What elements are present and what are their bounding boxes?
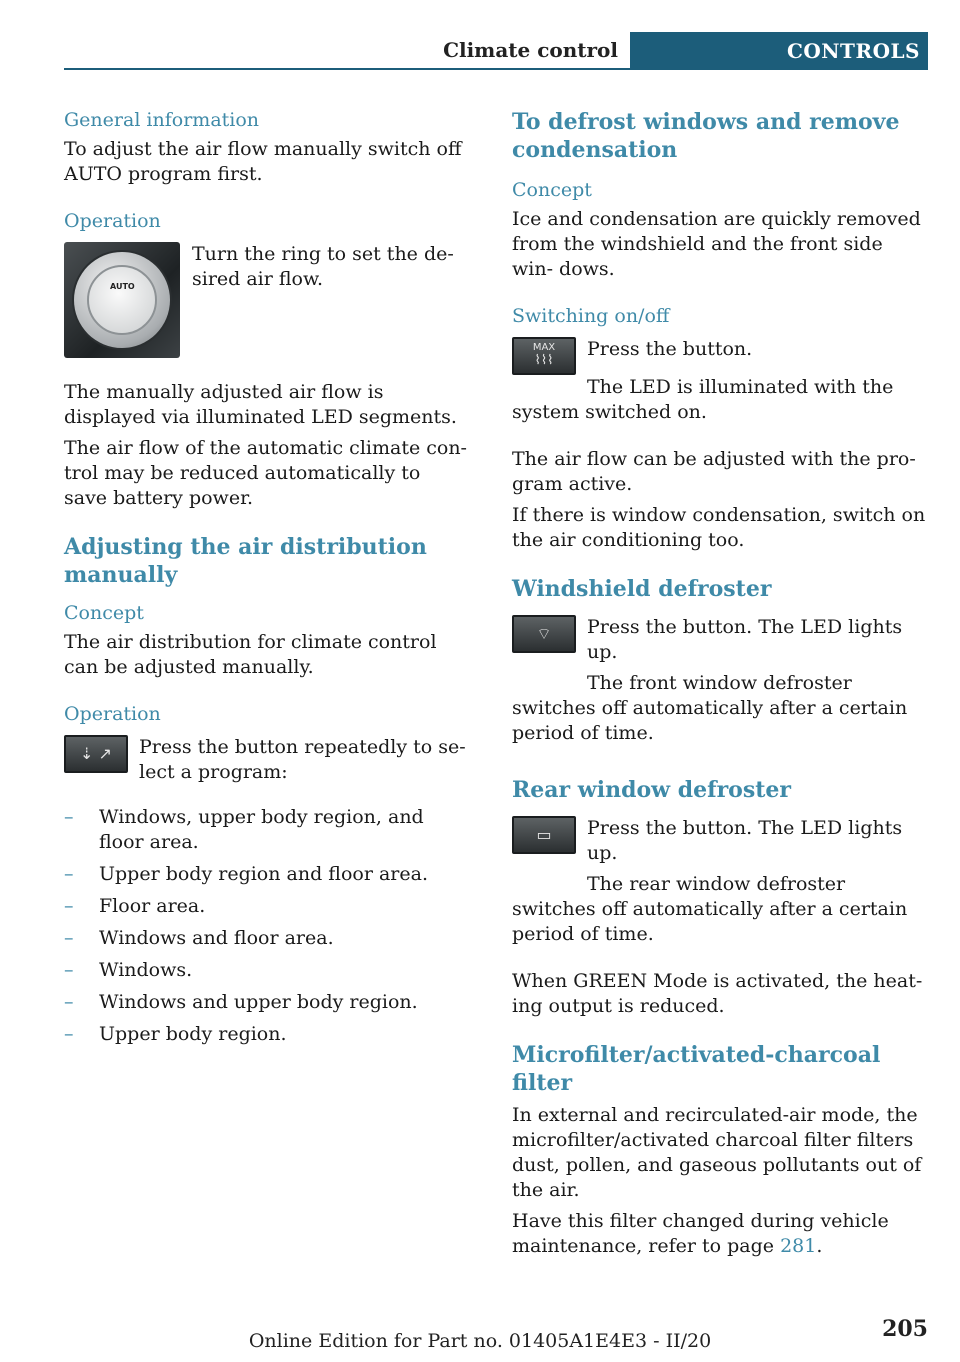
windshield-heading: Windshield defroster: [512, 576, 772, 602]
knob-text: Turn the ring to set the de‐ sired air flow.: [192, 243, 454, 290]
max-defrost-figure: [512, 337, 928, 375]
list-item: – Upper body region.: [64, 1022, 469, 1047]
condensation-text: If there is window condensation, switch on the air conditioning too.: [512, 504, 926, 551]
rear-heading: Rear window defroster: [512, 777, 791, 803]
led-text: The manually adjusted air flow is displayed via illuminated LED segments.: [64, 381, 457, 428]
general-info-text: To adjust the air flow manually switch off AUTO program first.: [64, 138, 462, 185]
switch-text-1: Press the button.: [587, 338, 753, 360]
page-281-link[interactable]: 281: [780, 1235, 817, 1257]
list-item: – Upper body region and floor area.: [64, 862, 469, 887]
maintenance-end: .: [816, 1235, 823, 1257]
rear-figure: [512, 816, 928, 872]
adjust-distribution-heading: Adjusting the air distribution manually: [64, 534, 427, 588]
list-item: – Windows and floor area.: [64, 926, 469, 951]
list-item: – Floor area.: [64, 894, 469, 919]
climate-ring-knob-icon: [64, 242, 180, 358]
windshield-figure: [512, 615, 928, 671]
max-defrost-button-icon: MAX ⌇⌇⌇: [512, 337, 576, 375]
filter-heading: Microfilter/activated-charcoal filter: [512, 1042, 881, 1096]
concept-heading-right: Concept: [512, 179, 592, 201]
windshield-text-2: The front window defroster switches off automatically after a certain period of time.: [512, 672, 908, 744]
section-title: Climate control: [443, 38, 618, 62]
air-distribution-button-icon: ⇣ ↗: [64, 735, 128, 773]
rear-text-2: The rear window defroster switches off automatically after a certain period of time.: [512, 873, 908, 945]
right-column: [512, 108, 928, 1265]
air-distribution-figure: [64, 735, 469, 791]
concept-text-right: Ice and condensation are quickly removed from the windshield and the front side win‐ dows.: [512, 208, 921, 280]
knob-auto-label: AUTO: [110, 282, 135, 291]
reduce-text: The air flow of the automatic climate con‐ trol may be reduced automatically to save battery power.: [64, 437, 467, 509]
list-item: – Windows, upper body region, and floor area.: [64, 805, 469, 855]
operation-heading: Operation: [64, 210, 161, 232]
windshield-defroster-button-icon: ⌔: [512, 615, 576, 653]
windshield-text-1: Press the button. The LED lights up.: [587, 616, 903, 663]
airflow-text: The air flow can be adjusted with the pro‐ gram active.: [512, 448, 916, 495]
list-item: – Windows and upper body region.: [64, 990, 469, 1015]
knob-figure: [64, 242, 469, 358]
edition-footer: Online Edition for Part no. 01405A1E4E3 - II/20: [248, 1330, 712, 1352]
chapter-tab: CONTROLS: [630, 32, 928, 70]
general-info-heading: General information: [64, 109, 260, 131]
rear-window-defroster-button-icon: ▭: [512, 816, 576, 854]
press-text: Press the button repeatedly to se‐ lect a program:: [139, 736, 466, 783]
program-list: [64, 805, 469, 1047]
operation2-heading: Operation: [64, 703, 161, 725]
filter-text: In external and recirculated-air mode, the microfilter/activated charcoal filter filters dust, pollen, and gaseous pollutants out of the air.: [512, 1104, 922, 1201]
rear-text-1: Press the button. The LED lights up.: [587, 817, 903, 864]
defrost-heading: To defrost windows and remove condensation: [512, 109, 900, 163]
list-item: – Windows.: [64, 958, 469, 983]
switching-heading: Switching on/off: [512, 305, 670, 327]
max-label: MAX: [532, 342, 556, 353]
switch-text-2: The LED is illuminated with the system switched on.: [512, 376, 894, 423]
page-number: 205: [882, 1316, 928, 1342]
left-column: [64, 108, 469, 1054]
concept-heading: Concept: [64, 602, 144, 624]
maintenance-text: [512, 1209, 928, 1259]
concept-text: The air distribution for climate control can be adjusted manually.: [64, 631, 437, 678]
page-header: [64, 32, 928, 70]
maintenance-sentence: Have this filter changed during vehicle maintenance, refer to page: [512, 1210, 889, 1257]
header-rule: [64, 68, 928, 70]
green-text: When GREEN Mode is activated, the heat‐ ing output is reduced.: [512, 970, 923, 1017]
